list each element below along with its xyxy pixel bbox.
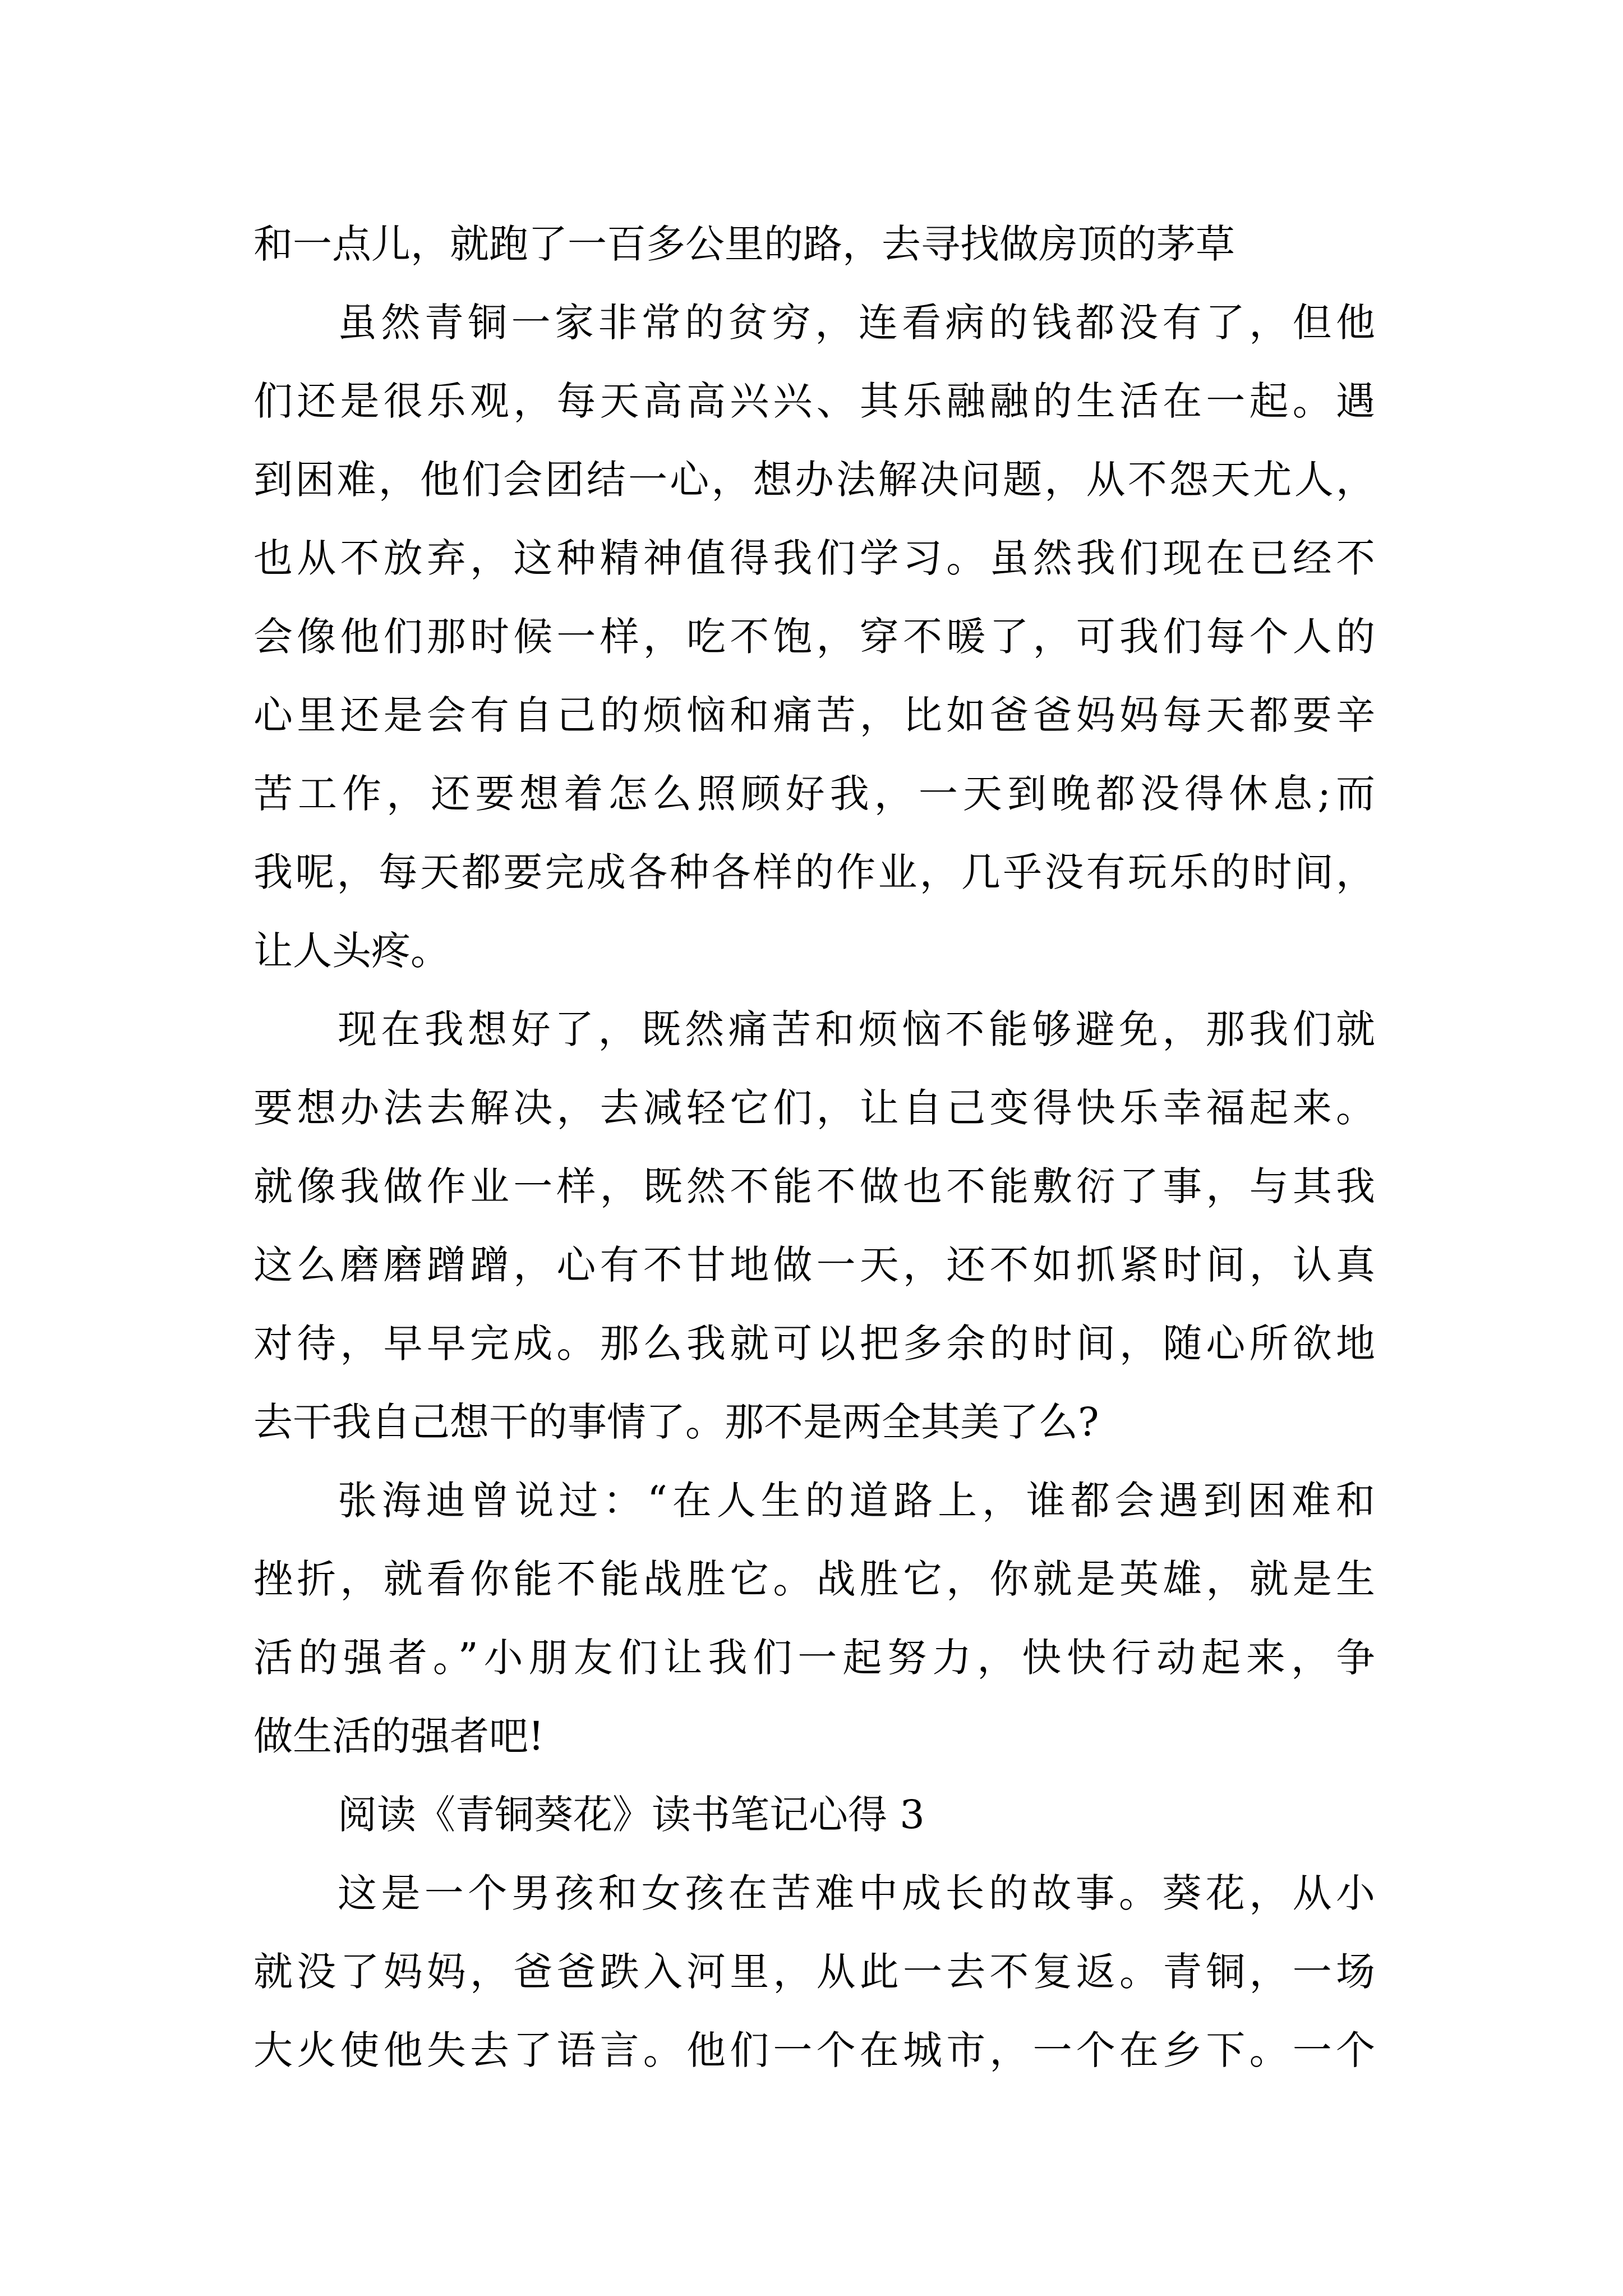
- text-line: 苦工作，还要想着怎么照顾好我，一天到晚都没得休息;而: [253, 771, 1375, 817]
- text-line: 挫折，就看你能不能战胜它。战胜它，你就是英雄，就是生: [253, 1556, 1375, 1602]
- text-line: 就没了妈妈，爸爸跌入河里，从此一去不复返。青铜，一场: [253, 1949, 1375, 1995]
- text-line: 和一点儿，就跑了一百多公里的路，去寻找做房顶的茅草: [253, 221, 1235, 267]
- section-heading: 阅读《青铜葵花》读书笔记心得 3: [338, 1792, 925, 1838]
- paragraph-first-line: 现在我想好了，既然痛苦和烦恼不能够避免，那我们就: [338, 1006, 1375, 1052]
- text-line: 要想办法去解决，去减轻它们，让自己变得快乐幸福起来。: [253, 1085, 1375, 1131]
- text-line: 这么磨磨蹭蹭，心有不甘地做一天，还不如抓紧时间，认真: [253, 1242, 1375, 1288]
- text-line: 就像我做作业一样，既然不能不做也不能敷衍了事，与其我: [253, 1163, 1375, 1209]
- text-line: 活的强者。”小朋友们让我们一起努力，快快行动起来，争: [253, 1635, 1375, 1681]
- text-line: 到困难，他们会团结一心，想办法解决问题，从不怨天尤人，: [253, 457, 1375, 503]
- text-line: 我呢，每天都要完成各种各样的作业，几乎没有玩乐的时间，: [253, 849, 1375, 895]
- text-line: 也从不放弃，这种精神值得我们学习。虽然我们现在已经不: [253, 535, 1375, 581]
- paragraph-first-line: 虽然青铜一家非常的贫穷，连看病的钱都没有了，但他: [338, 300, 1375, 346]
- paragraph-first-line: 张海迪曾说过：“在人生的道路上，谁都会遇到困难和: [338, 1478, 1375, 1524]
- text-line: 大火使他失去了语言。他们一个在城市，一个在乡下。一个: [253, 2027, 1375, 2073]
- text-line: 对待，早早完成。那么我就可以把多余的时间，随心所欲地: [253, 1320, 1375, 1366]
- text-line: 让人头疼。: [253, 928, 450, 974]
- text-line: 们还是很乐观，每天高高兴兴、其乐融融的生活在一起。遇: [253, 378, 1375, 424]
- text-line: 会像他们那时候一样，吃不饱，穿不暖了，可我们每个人的: [253, 614, 1375, 660]
- paragraph-first-line: 这是一个男孩和女孩在苦难中成长的故事。葵花，从小: [338, 1870, 1375, 1916]
- text-line: 做生活的强者吧!: [253, 1713, 545, 1759]
- text-line: 心里还是会有自己的烦恼和痛苦，比如爸爸妈妈每天都要辛: [253, 692, 1375, 738]
- text-line: 去干我自己想干的事情了。那不是两全其美了么?: [253, 1399, 1099, 1445]
